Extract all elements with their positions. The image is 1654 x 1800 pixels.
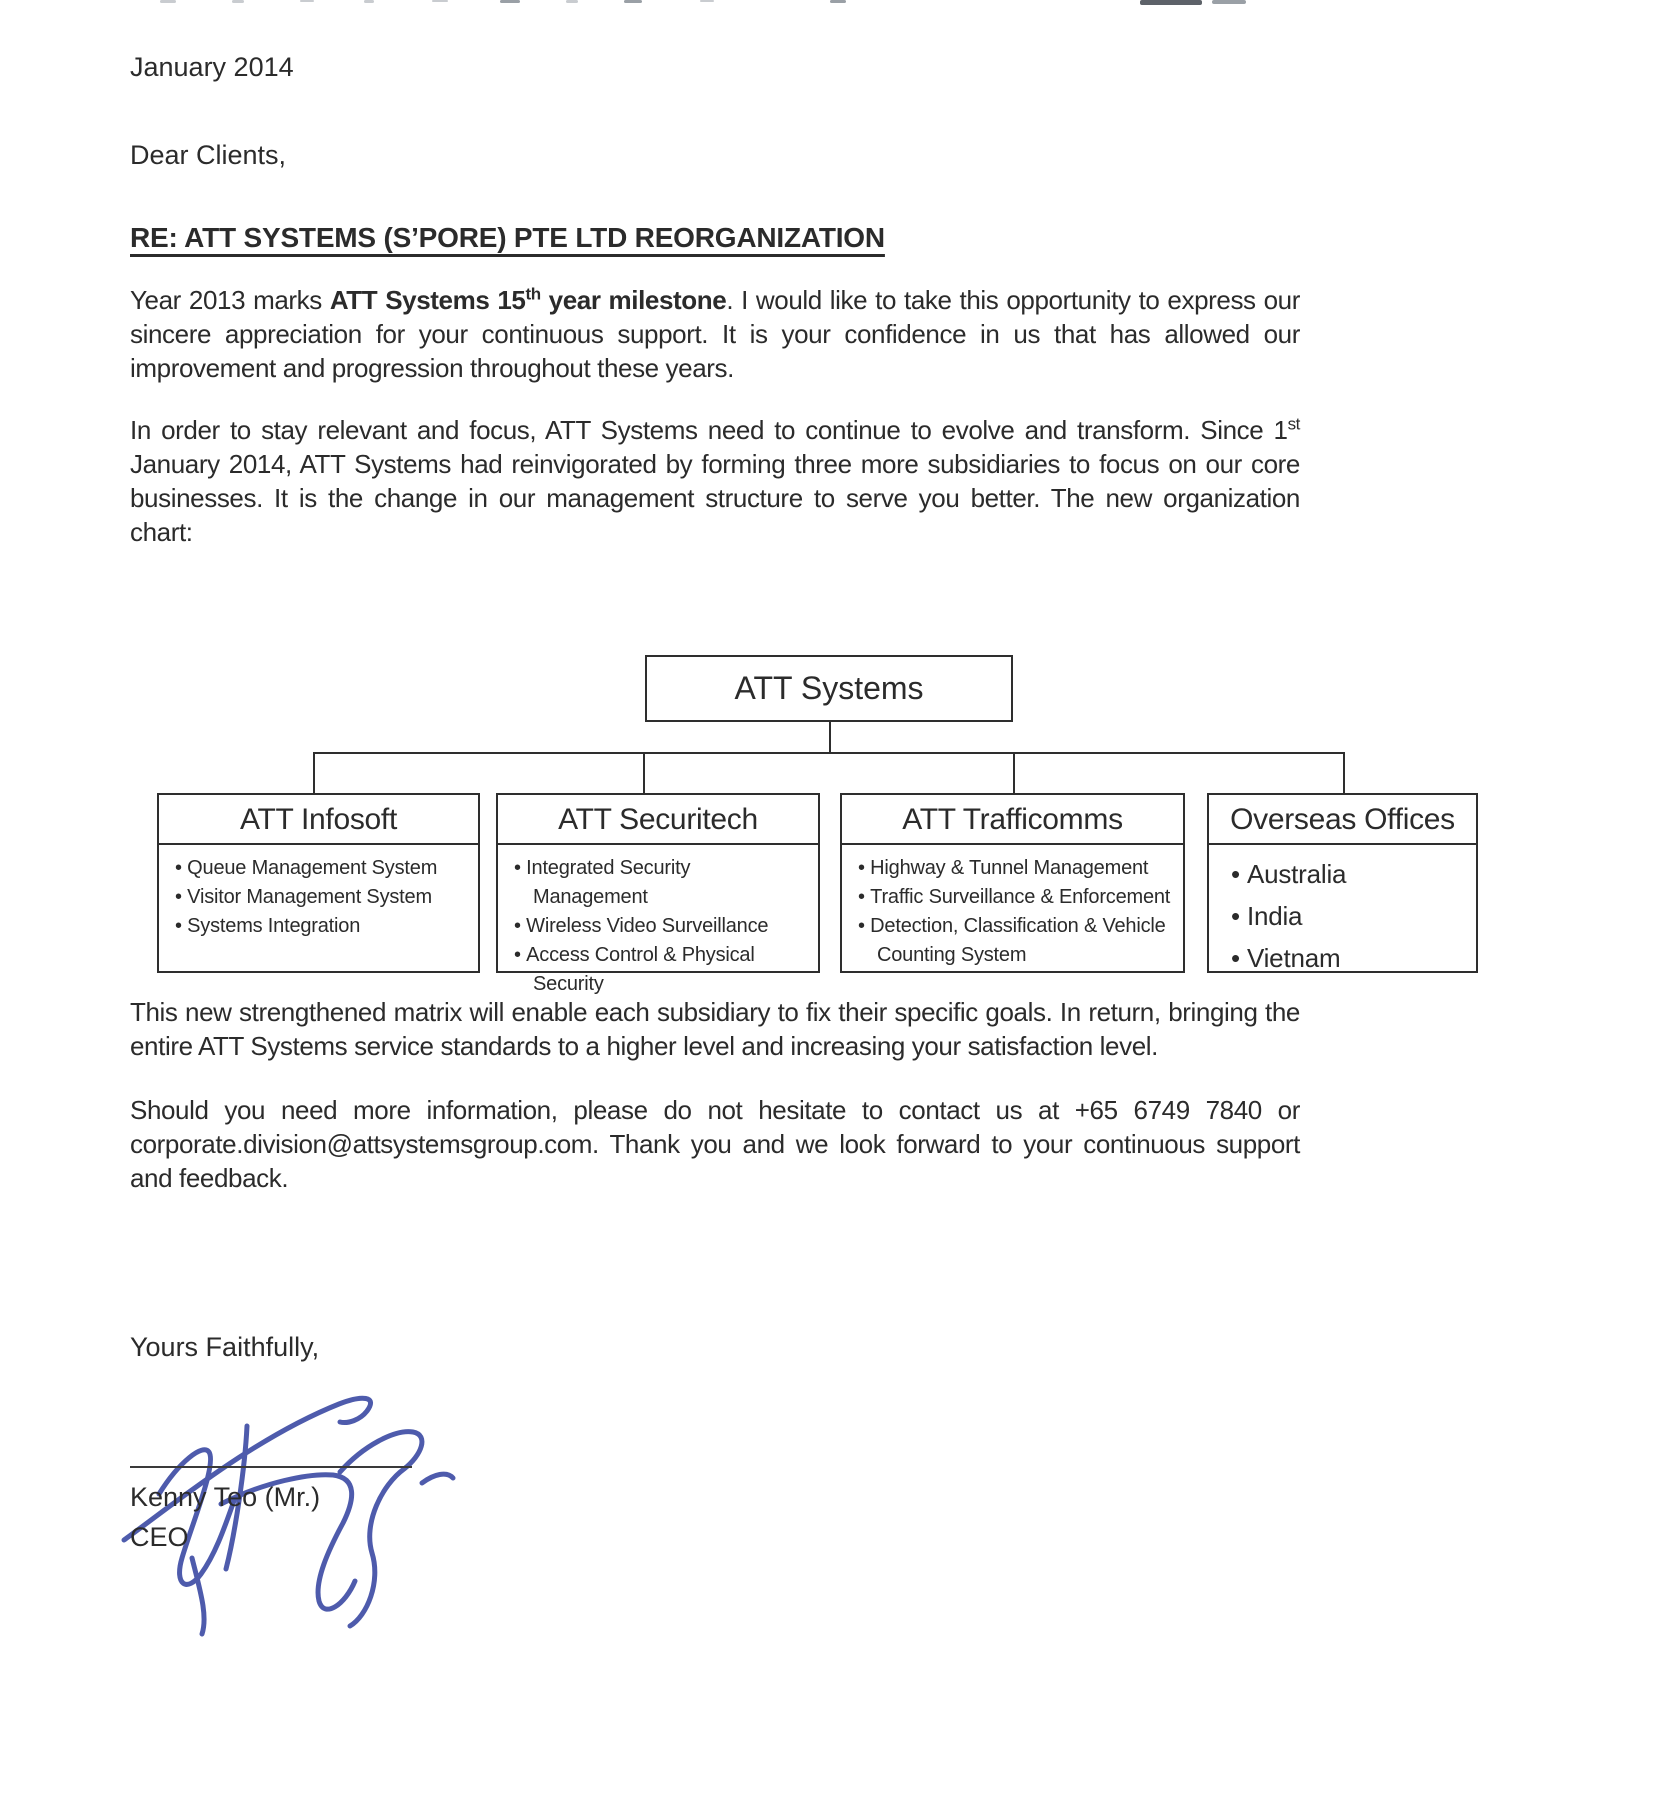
paragraph-3: This new strengthened matrix will enable each subsidiary to fix their specific goals. In return, bringing the entire ATT Systems service standards to a higher level and increasing your satisfaction level. [130,997,1300,1061]
scan-artifact [1140,0,1202,5]
list-item: • Queue Management System [175,854,470,883]
paragraph-text: . I would like to take this opportunity to express our sincere appreciation for your continuous support. It is your confidence in us that has allowed our improvement and progression throughout these years. [130,285,1300,383]
paragraph-1 [130,283,1300,385]
scan-artifact [500,0,520,3]
list-item: • Access Control & Physical Security [514,941,810,999]
bold-text: year milestone [540,285,727,315]
paragraph-4: Should you need more information, please do not hesitate to contact us at +65 6749 7840 or corporate.division@attsystemsgroup.com. Thank you and we look forward to your continuous support and feedback. [130,1095,1300,1193]
scan-artifact [830,0,846,3]
org-box-title: ATT Trafficomms [842,795,1183,845]
org-box-title: ATT Securitech [498,795,818,845]
scan-artifact [1212,0,1246,4]
org-node-overseas-offices [1207,793,1478,973]
salutation: Dear Clients, [130,140,287,170]
paragraph-2 [130,413,1300,549]
closing: Yours Faithfully, [130,1332,320,1362]
paragraph-text: Year 2013 marks [130,285,330,315]
connector-drop-2 [643,752,645,793]
subject-line: RE: ATT SYSTEMS (S’PORE) PTE LTD REORGANIZATION [130,222,885,253]
bold-text: ATT Systems 15 [329,285,526,315]
list-item: • Detection, Classification & Vehicle Counting System [858,912,1175,970]
scan-artifact [160,0,176,3]
list-item: • Vietnam [1231,937,1468,979]
paragraph-text: January 2014, ATT Systems had reinvigorated by forming three more subsidiaries to focus on our core businesses. It is the change in our management structure to serve you better. The new organization chart: [130,449,1300,547]
scan-artifact [364,0,374,3]
scan-artifact [566,0,578,3]
paragraph-text: In order to stay relevant and focus, ATT Systems need to continue to evolve and transform. Since 1 [130,415,1288,445]
list-item: • Highway & Tunnel Management [858,854,1175,883]
org-node-infosoft [157,793,480,973]
connector-horizontal [313,752,1345,754]
org-node-root [645,655,1013,722]
superscript: th [525,284,541,304]
list-item: • Australia [1231,853,1468,895]
connector-drop-1 [313,752,315,793]
org-node-securitech [496,793,820,995]
scan-artifact [432,0,448,2]
org-box-list [1209,845,1476,979]
connector-drop-4 [1343,752,1345,793]
org-node-trafficomms [840,793,1185,973]
org-box-list [842,845,1183,970]
scan-artifact [300,0,314,2]
letter-date: January 2014 [130,52,294,82]
list-item: • Traffic Surveillance & Enforcement [858,883,1175,912]
superscript: st [1287,414,1300,434]
scan-artifact [700,0,714,2]
signature-line [130,1466,412,1468]
connector-stem [829,722,831,752]
list-item: • Systems Integration [175,912,470,941]
list-item: • Integrated Security Management [514,854,810,912]
scan-artifact [232,0,244,3]
list-item: • India [1231,895,1468,937]
org-box-title: ATT Infosoft [159,795,478,845]
org-box-title: Overseas Offices [1209,795,1476,845]
org-box-list [498,845,818,999]
scan-artifact [624,0,642,3]
connector-drop-3 [1013,752,1015,793]
list-item: • Wireless Video Surveillance [514,912,810,941]
org-box-list [159,845,478,941]
list-item: • Visitor Management System [175,883,470,912]
signer-name: Kenny Teo (Mr.) [130,1482,321,1512]
org-node-title: ATT Systems [734,670,924,706]
signer-title: CEO [130,1522,189,1552]
